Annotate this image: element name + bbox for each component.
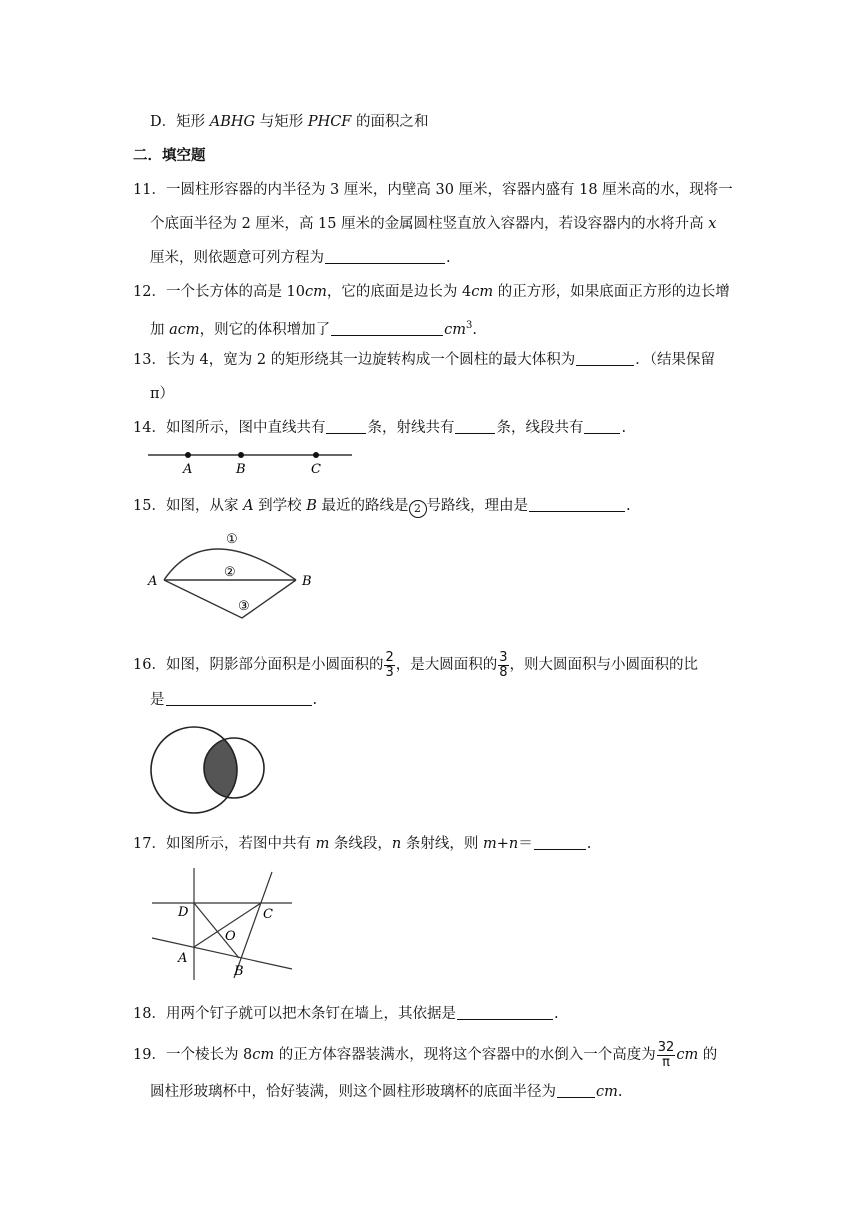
label-b: B xyxy=(302,574,312,589)
label-a: A xyxy=(178,951,188,966)
q14-text: 14．如图所示，图中直线共有 条，射线共有 条，线段共有 . xyxy=(133,420,627,436)
q17-figure xyxy=(148,866,298,982)
q11-line1: 11．一圆柱形容器的内半径为 3 厘米，内壁高 30 厘米，容器内盛有 18 厘米高的水，现将一 xyxy=(133,182,733,198)
q16-figure xyxy=(148,724,266,816)
q16-line1: 16．如图，阴影部分面积是小圆面积的 $\frac{2}{3}$ ，是大圆面积的 $\frac{3}{8}$ ，则大圆面积与小圆面积的比 xyxy=(133,649,699,680)
fraction-2-3: $\frac{2}{3}$ xyxy=(385,649,394,680)
route-2-label: ② xyxy=(224,565,236,580)
answer-blank[interactable] xyxy=(455,419,495,434)
label-a: A xyxy=(183,462,193,477)
answer-blank[interactable] xyxy=(534,835,586,850)
answer-blank[interactable] xyxy=(326,419,366,434)
q17-text: 17．如图所示，若图中共有 m 条线段，n 条射线，则 m+n＝ . xyxy=(133,836,592,852)
route-2-badge: 2 xyxy=(409,500,427,518)
q11-line3: 厘米，则依题意可列方程为 . xyxy=(150,250,451,266)
route-3-polyline xyxy=(164,580,296,618)
q13-line1: 13．长为 4，宽为 2 的矩形绕其一边旋转构成一个圆柱的最大体积为 ．（结果保留 xyxy=(133,352,715,368)
point-a xyxy=(185,452,191,458)
q19-line2: 圆柱形玻璃杯中，恰好装满，则这个圆柱形玻璃杯的底面半径为 cm. xyxy=(150,1084,623,1100)
label-b: B xyxy=(236,462,246,477)
answer-blank[interactable] xyxy=(584,419,620,434)
q12-line2: 加 acm，则它的体积增加了 $cm^3$. xyxy=(150,320,477,338)
ray-through-bc xyxy=(234,872,272,978)
q12-line1: 12．一个长方体的高是 10cm，它的底面是边长为 4cm 的正方形，如果底面正方形的边长增 xyxy=(133,284,730,300)
label-o: O xyxy=(225,929,236,944)
section-title-fill-blank: 二．填空题 xyxy=(133,148,206,164)
answer-blank[interactable] xyxy=(325,249,445,264)
point-b xyxy=(238,452,244,458)
q18-text: 18．用两个钉子就可以把木条钉在墙上，其依据是 . xyxy=(133,1006,559,1022)
answer-blank[interactable] xyxy=(166,691,312,706)
q19-line1: 19．一个棱长为 8cm 的正方体容器装满水，现将这个容器中的水倒入一个高度为 $\frac{32}{\pi}$ cm 的 xyxy=(133,1039,718,1070)
q13-line2: π） xyxy=(150,386,175,402)
answer-blank[interactable] xyxy=(331,321,443,336)
answer-blank[interactable] xyxy=(576,351,634,366)
label-c: C xyxy=(311,462,321,477)
label-d: D xyxy=(178,905,189,920)
label-a: A xyxy=(148,574,158,589)
fraction-3-8: $\frac{3}{8}$ xyxy=(499,649,508,680)
route-3-label: ③ xyxy=(238,599,250,614)
q11-line2: 个底面半径为 2 厘米，高 15 厘米的金属圆柱竖直放入容器内，若设容器内的水将升高 x xyxy=(150,216,717,232)
answer-blank[interactable] xyxy=(529,497,625,512)
q10-option-d: D．矩形 ABHG 与矩形 PHCF 的面积之和 xyxy=(150,114,429,130)
q16-line2: 是 . xyxy=(150,692,318,708)
point-c xyxy=(313,452,319,458)
q14-figure xyxy=(146,446,356,478)
slanted-line xyxy=(152,938,292,969)
label-c: C xyxy=(263,907,273,922)
label-b: B xyxy=(234,964,244,979)
answer-blank[interactable] xyxy=(557,1083,595,1098)
answer-blank[interactable] xyxy=(457,1005,553,1020)
q15-figure xyxy=(146,528,316,623)
fraction-32-pi: $\frac{32}{\pi}$ xyxy=(657,1039,675,1070)
q15-text: 15．如图，从家 A 到学校 B 最近的路线是 2 号路线，理由是 . xyxy=(133,496,631,518)
route-1-label: ① xyxy=(226,532,238,547)
